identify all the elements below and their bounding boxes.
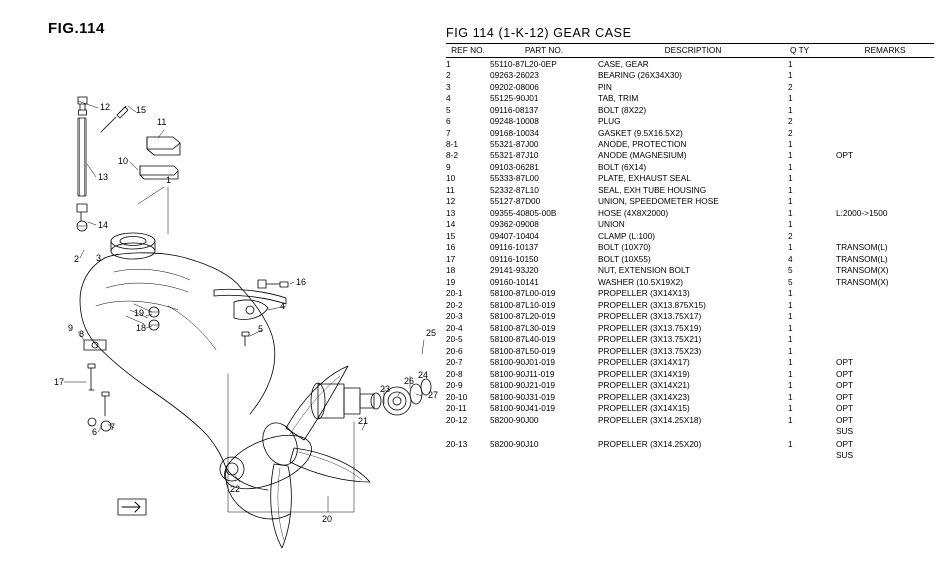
table-row	[446, 150, 934, 161]
cell-ref-no: 9	[446, 161, 451, 172]
cell-qty: 1	[788, 58, 793, 69]
table-row	[446, 81, 934, 92]
table-row	[446, 299, 934, 310]
cell-ref-no: 20-13	[446, 438, 468, 449]
cell-description: PROPELLER (3X13.75X19)	[598, 322, 702, 333]
column-header-qty: Q TY	[788, 44, 836, 58]
parts-table-body	[446, 58, 934, 462]
cell-ref-no: 15	[446, 230, 456, 241]
cell-part-no	[490, 426, 598, 437]
cell-description: PROPELLER (3X14.25X20)	[598, 438, 702, 449]
cell-remarks	[836, 184, 934, 195]
table-row	[446, 288, 934, 299]
callout-8: 8	[79, 329, 85, 339]
cell-remarks: TRANSOM(X)	[836, 276, 889, 287]
cell-ref-no: 20-8	[446, 368, 463, 379]
column-header-part-no: PART NO.	[490, 44, 598, 58]
cell-description: BOLT (6X14)	[598, 161, 647, 172]
cell-remarks	[836, 161, 934, 172]
callout-26: 26	[404, 376, 415, 386]
cell-part-no: 58100-87L40-019	[490, 334, 556, 345]
cell-part-no: 52332-87L10	[490, 184, 539, 195]
table-row	[446, 115, 934, 126]
cell-ref-no: 14	[446, 219, 456, 230]
table-row	[446, 276, 934, 287]
cell-ref-no: 20-10	[446, 391, 468, 402]
cell-description: PROPELLER (3X13.75X21)	[598, 334, 702, 345]
cell-remarks	[836, 311, 934, 322]
part-prop-nut-22	[220, 457, 244, 481]
cell-ref-no: 8-2	[446, 150, 458, 161]
cell-remarks	[836, 219, 934, 230]
cell-ref-no: 20-12	[446, 414, 468, 425]
cell-ref-no: 20-5	[446, 334, 463, 345]
callout-4: 4	[280, 301, 286, 311]
drawing-svg	[18, 44, 438, 569]
cell-part-no: 58100-87L30-019	[490, 322, 556, 333]
cell-ref-no: 10	[446, 173, 456, 184]
cell-qty: 1	[788, 438, 793, 449]
cell-qty: 5	[788, 265, 793, 276]
cell-qty: 1	[788, 219, 793, 230]
cell-ref-no: 20-1	[446, 288, 463, 299]
cell-ref-no: 4	[446, 93, 451, 104]
parts-table	[446, 44, 934, 461]
cell-part-no: 58200-90J10	[490, 438, 539, 449]
cell-remarks	[836, 69, 934, 80]
cell-part-no: 09103-06281	[490, 161, 539, 172]
table-row	[446, 104, 934, 115]
cell-ref-no: 6	[446, 116, 451, 127]
cell-remarks	[836, 81, 934, 92]
cell-part-no: 09168-10034	[490, 127, 539, 138]
cell-description: PROPELLER (3X13.75X23)	[598, 345, 702, 356]
cell-description: PIN	[598, 81, 612, 92]
cell-part-no: 58200-90J00	[490, 414, 539, 425]
callout-9: 9	[68, 323, 74, 333]
column-header-description: DESCRIPTION	[598, 44, 788, 58]
cell-remarks	[836, 345, 934, 356]
table-row	[446, 450, 934, 461]
table-row	[446, 414, 934, 425]
table-row	[446, 242, 934, 253]
cell-description	[598, 450, 788, 461]
cell-part-no: 09263-26023	[490, 70, 539, 81]
parts-table-panel	[446, 26, 934, 571]
cell-description: GASKET (9.5X16.5X2)	[598, 127, 683, 138]
part-hose-13	[78, 118, 86, 196]
cell-remarks	[836, 127, 934, 138]
cell-description: PROPELLER (3X14X23)	[598, 391, 690, 402]
cell-part-no: 58100-87L10-019	[490, 299, 556, 310]
cell-description: HOSE (4X8X2000)	[598, 207, 669, 218]
table-row	[446, 196, 934, 207]
part-seal-11	[147, 137, 180, 155]
cell-remarks	[836, 138, 934, 149]
cell-ref-no: 20-4	[446, 322, 463, 333]
cell-remarks	[836, 230, 934, 241]
cell-description: UNION	[598, 219, 625, 230]
part-bolts-lower-left	[88, 364, 111, 431]
cell-part-no: 09407-10404	[490, 230, 539, 241]
cell-remarks: OPT	[836, 368, 854, 379]
part-gear-case-body	[80, 233, 319, 519]
part-union-14	[77, 204, 87, 231]
table-row	[446, 173, 934, 184]
table-row	[446, 219, 934, 230]
cell-ref-no: 3	[446, 81, 451, 92]
cell-qty: 1	[788, 357, 793, 368]
cell-description: PROPELLER (3X14X19)	[598, 368, 690, 379]
cell-qty: 2	[788, 81, 793, 92]
cell-qty: 1	[788, 138, 793, 149]
callout-3: 3	[96, 253, 102, 263]
cell-part-no: 55321-87J00	[490, 138, 539, 149]
callout-10: 10	[118, 156, 129, 166]
table-row	[446, 69, 934, 80]
table-row	[446, 403, 934, 414]
cell-remarks	[836, 196, 934, 207]
callout-23: 23	[380, 384, 391, 394]
cell-qty: 2	[788, 127, 793, 138]
cell-ref-no: 20-6	[446, 345, 463, 356]
cell-remarks	[836, 115, 934, 126]
callout-20: 20	[322, 514, 333, 524]
cell-remarks: OPT	[836, 357, 854, 368]
cell-qty: 1	[788, 161, 793, 172]
cell-part-no: 09355-40805-00B	[490, 207, 557, 218]
table-row	[446, 438, 934, 449]
cell-qty: 1	[788, 403, 793, 414]
callout-labels	[54, 102, 438, 524]
cell-remarks	[836, 173, 934, 184]
cell-ref-no	[446, 426, 490, 437]
callout-15: 15	[136, 105, 147, 115]
cell-part-no: 58100-90J21-019	[490, 380, 556, 391]
table-row	[446, 138, 934, 149]
cell-description: BOLT (8X22)	[598, 104, 647, 115]
cell-remarks: OPT	[836, 380, 854, 391]
cell-part-no: 09116-10150	[490, 253, 539, 264]
cell-description: UNION, SPEEDOMETER HOSE	[598, 196, 719, 207]
cell-part-no	[490, 450, 598, 461]
cell-part-no: 58100-90J41-019	[490, 403, 556, 414]
cell-part-no: 09116-10137	[490, 242, 539, 253]
cell-qty: 1	[788, 380, 793, 391]
cell-description: PROPELLER (3X14.25X18)	[598, 414, 702, 425]
cell-part-no: 55321-87J10	[490, 150, 539, 161]
cell-part-no: 09160-10141	[490, 276, 539, 287]
cell-ref-no: 1	[446, 58, 451, 69]
part-plate-10	[140, 166, 178, 179]
cell-description: PROPELLER (3X14X13)	[598, 288, 690, 299]
cell-description: PLUG	[598, 116, 621, 127]
cell-remarks: OPT	[836, 438, 854, 449]
cell-ref-no: 7	[446, 127, 451, 138]
cell-ref-no: 11	[446, 184, 455, 195]
cell-description: BEARING (26X34X30)	[598, 70, 682, 81]
table-row	[446, 357, 934, 368]
table-row	[446, 161, 934, 172]
cell-qty: 1	[788, 311, 793, 322]
cell-qty: 4	[788, 253, 793, 264]
part-union-12	[78, 97, 87, 115]
cell-remarks	[836, 92, 934, 103]
cell-qty: 1	[788, 196, 793, 207]
column-header-ref: REF NO.	[446, 44, 490, 58]
table-row	[446, 345, 934, 356]
part-anode-8	[84, 340, 106, 350]
callout-12: 12	[100, 102, 111, 112]
cell-remarks: L:2000->1500	[836, 207, 888, 218]
cell-ref-no: 20-3	[446, 311, 463, 322]
callout-25: 25	[426, 328, 437, 338]
table-row	[446, 92, 934, 103]
table-header-row	[446, 44, 934, 58]
cell-remarks	[836, 288, 934, 299]
table-row	[446, 265, 934, 276]
cell-ref-no: 13	[446, 207, 456, 218]
cell-ref-no: 5	[446, 104, 451, 115]
cell-qty: 1	[788, 93, 793, 104]
table-row	[446, 391, 934, 402]
table-row	[446, 58, 934, 70]
cell-qty: 1	[788, 345, 793, 356]
callout-5: 5	[258, 324, 264, 334]
cell-part-no: 58100-87L20-019	[490, 311, 556, 322]
cell-qty: 1	[788, 150, 793, 161]
callout-6: 6	[92, 427, 98, 437]
cell-description: ANODE, PROTECTION	[598, 138, 687, 149]
cell-part-no: 55110-87L20-0EP	[490, 58, 557, 69]
cell-ref-no: 20-11	[446, 403, 467, 414]
table-row	[446, 380, 934, 391]
table-row	[446, 253, 934, 264]
part-bolt-5	[242, 332, 249, 346]
cell-remarks: SUS	[836, 426, 854, 437]
callout-1: 1	[166, 175, 172, 185]
cell-remarks: SUS	[836, 450, 854, 461]
cell-description: NUT, EXTENSION BOLT	[598, 265, 691, 276]
callout-11: 11	[157, 117, 167, 127]
cell-ref-no: 20-7	[446, 357, 463, 368]
callout-22: 22	[230, 484, 241, 494]
table-row	[446, 207, 934, 218]
table-title: FIG 114 (1-K-12) GEAR CASE	[446, 26, 934, 44]
cell-ref-no: 2	[446, 70, 451, 81]
callout-27: 27	[428, 390, 438, 400]
figure-number-label: FIG.114	[48, 20, 105, 37]
cell-qty: 1	[788, 391, 793, 402]
callout-21: 21	[358, 416, 369, 426]
table-row	[446, 322, 934, 333]
cell-ref-no: 17	[446, 253, 456, 264]
cell-qty: 5	[788, 276, 793, 287]
cell-ref-no: 12	[446, 196, 456, 207]
cell-description: PROPELLER (3X13.75X17)	[598, 311, 702, 322]
cell-remarks: TRANSOM(L)	[836, 253, 888, 264]
cell-part-no: 58100-90J31-019	[490, 391, 556, 402]
part-bolt-16	[258, 280, 288, 288]
cell-qty: 1	[788, 104, 793, 115]
cell-qty: 1	[788, 322, 793, 333]
cell-part-no: 58100-87L50-019	[490, 345, 556, 356]
table-row	[446, 184, 934, 195]
cell-description: WASHER (10.5X19X2)	[598, 276, 683, 287]
callout-2: 2	[74, 254, 80, 264]
cell-part-no: 58100-90J11-019	[490, 368, 555, 379]
cell-remarks	[836, 334, 934, 345]
cell-description: PROPELLER (3X14X15)	[598, 403, 690, 414]
cell-remarks	[836, 104, 934, 115]
cell-remarks: OPT	[836, 150, 854, 161]
cell-description: PROPELLER (3X14X17)	[598, 357, 690, 368]
cell-remarks	[836, 299, 934, 310]
cell-description: PROPELLER (3X14X21)	[598, 380, 690, 391]
cell-part-no: 58100-90J01-019	[490, 357, 556, 368]
cell-remarks: OPT	[836, 403, 854, 414]
cell-description: CLAMP (L:100)	[598, 230, 656, 241]
cell-ref-no	[446, 450, 490, 461]
cell-remarks: TRANSOM(L)	[836, 242, 888, 253]
cell-qty: 2	[788, 230, 793, 241]
cell-qty: 1	[788, 414, 793, 425]
direction-arrow-icon	[118, 499, 146, 515]
cell-qty	[788, 450, 836, 461]
cell-part-no: 09116-08137	[490, 104, 539, 115]
cell-qty: 1	[788, 288, 793, 299]
cell-qty: 1	[788, 299, 793, 310]
cell-ref-no: 19	[446, 276, 456, 287]
cell-description: BOLT (10X55)	[598, 253, 651, 264]
cell-remarks: OPT	[836, 391, 854, 402]
cell-qty: 1	[788, 70, 793, 81]
cell-part-no: 09362-09008	[490, 219, 539, 230]
callout-19: 19	[134, 308, 145, 318]
cell-qty: 1	[788, 334, 793, 345]
cell-part-no: 55333-87L00	[490, 173, 539, 184]
cell-part-no: 55127-87D00	[490, 196, 541, 207]
cell-qty: 1	[788, 184, 793, 195]
cell-description: BOLT (10X70)	[598, 242, 651, 253]
callout-16: 16	[296, 277, 307, 287]
cell-qty: 1	[788, 207, 793, 218]
table-row	[446, 334, 934, 345]
callout-14: 14	[98, 220, 109, 230]
table-row	[446, 426, 934, 437]
cell-remarks	[836, 322, 934, 333]
cell-description: ANODE (MAGNESIUM)	[598, 150, 687, 161]
cell-qty: 1	[788, 368, 793, 379]
cell-ref-no: 20-9	[446, 380, 463, 391]
table-row	[446, 127, 934, 138]
cell-description: PLATE, EXHAUST SEAL	[598, 173, 691, 184]
cell-qty: 2	[788, 116, 793, 127]
cell-ref-no: 18	[446, 265, 456, 276]
cell-description	[598, 426, 788, 437]
cell-part-no: 09202-08006	[490, 81, 539, 92]
callout-18: 18	[136, 323, 147, 333]
cell-qty: 1	[788, 173, 793, 184]
cell-description: CASE, GEAR	[598, 58, 649, 69]
callout-13: 13	[98, 172, 109, 182]
cell-description: PROPELLER (3X13.875X15)	[598, 299, 706, 310]
cell-remarks	[836, 58, 934, 70]
gear-case-exploded-drawing	[18, 44, 438, 569]
cell-remarks: OPT	[836, 414, 854, 425]
cell-remarks: TRANSOM(X)	[836, 265, 889, 276]
cell-description: SEAL, EXH TUBE HOUSING	[598, 184, 707, 195]
cell-ref-no: 20-2	[446, 299, 463, 310]
table-row	[446, 230, 934, 241]
column-header-remarks: REMARKS	[836, 44, 934, 58]
callout-17: 17	[54, 377, 65, 387]
cell-part-no: 58100-87L00-019	[490, 288, 556, 299]
callout-7: 7	[110, 422, 116, 432]
cell-part-no: 09248-10008	[490, 116, 539, 127]
part-propeller-20	[256, 366, 370, 548]
cell-ref-no: 16	[446, 242, 456, 253]
cell-part-no: 29141-93J20	[490, 265, 539, 276]
cell-ref-no: 8-1	[446, 138, 458, 149]
table-row	[446, 311, 934, 322]
table-row	[446, 368, 934, 379]
cell-part-no: 55125-90J01	[490, 93, 539, 104]
cell-description: TAB, TRIM	[598, 93, 639, 104]
cell-qty: 1	[788, 242, 793, 253]
callout-24: 24	[418, 370, 429, 380]
cell-qty	[788, 426, 836, 437]
